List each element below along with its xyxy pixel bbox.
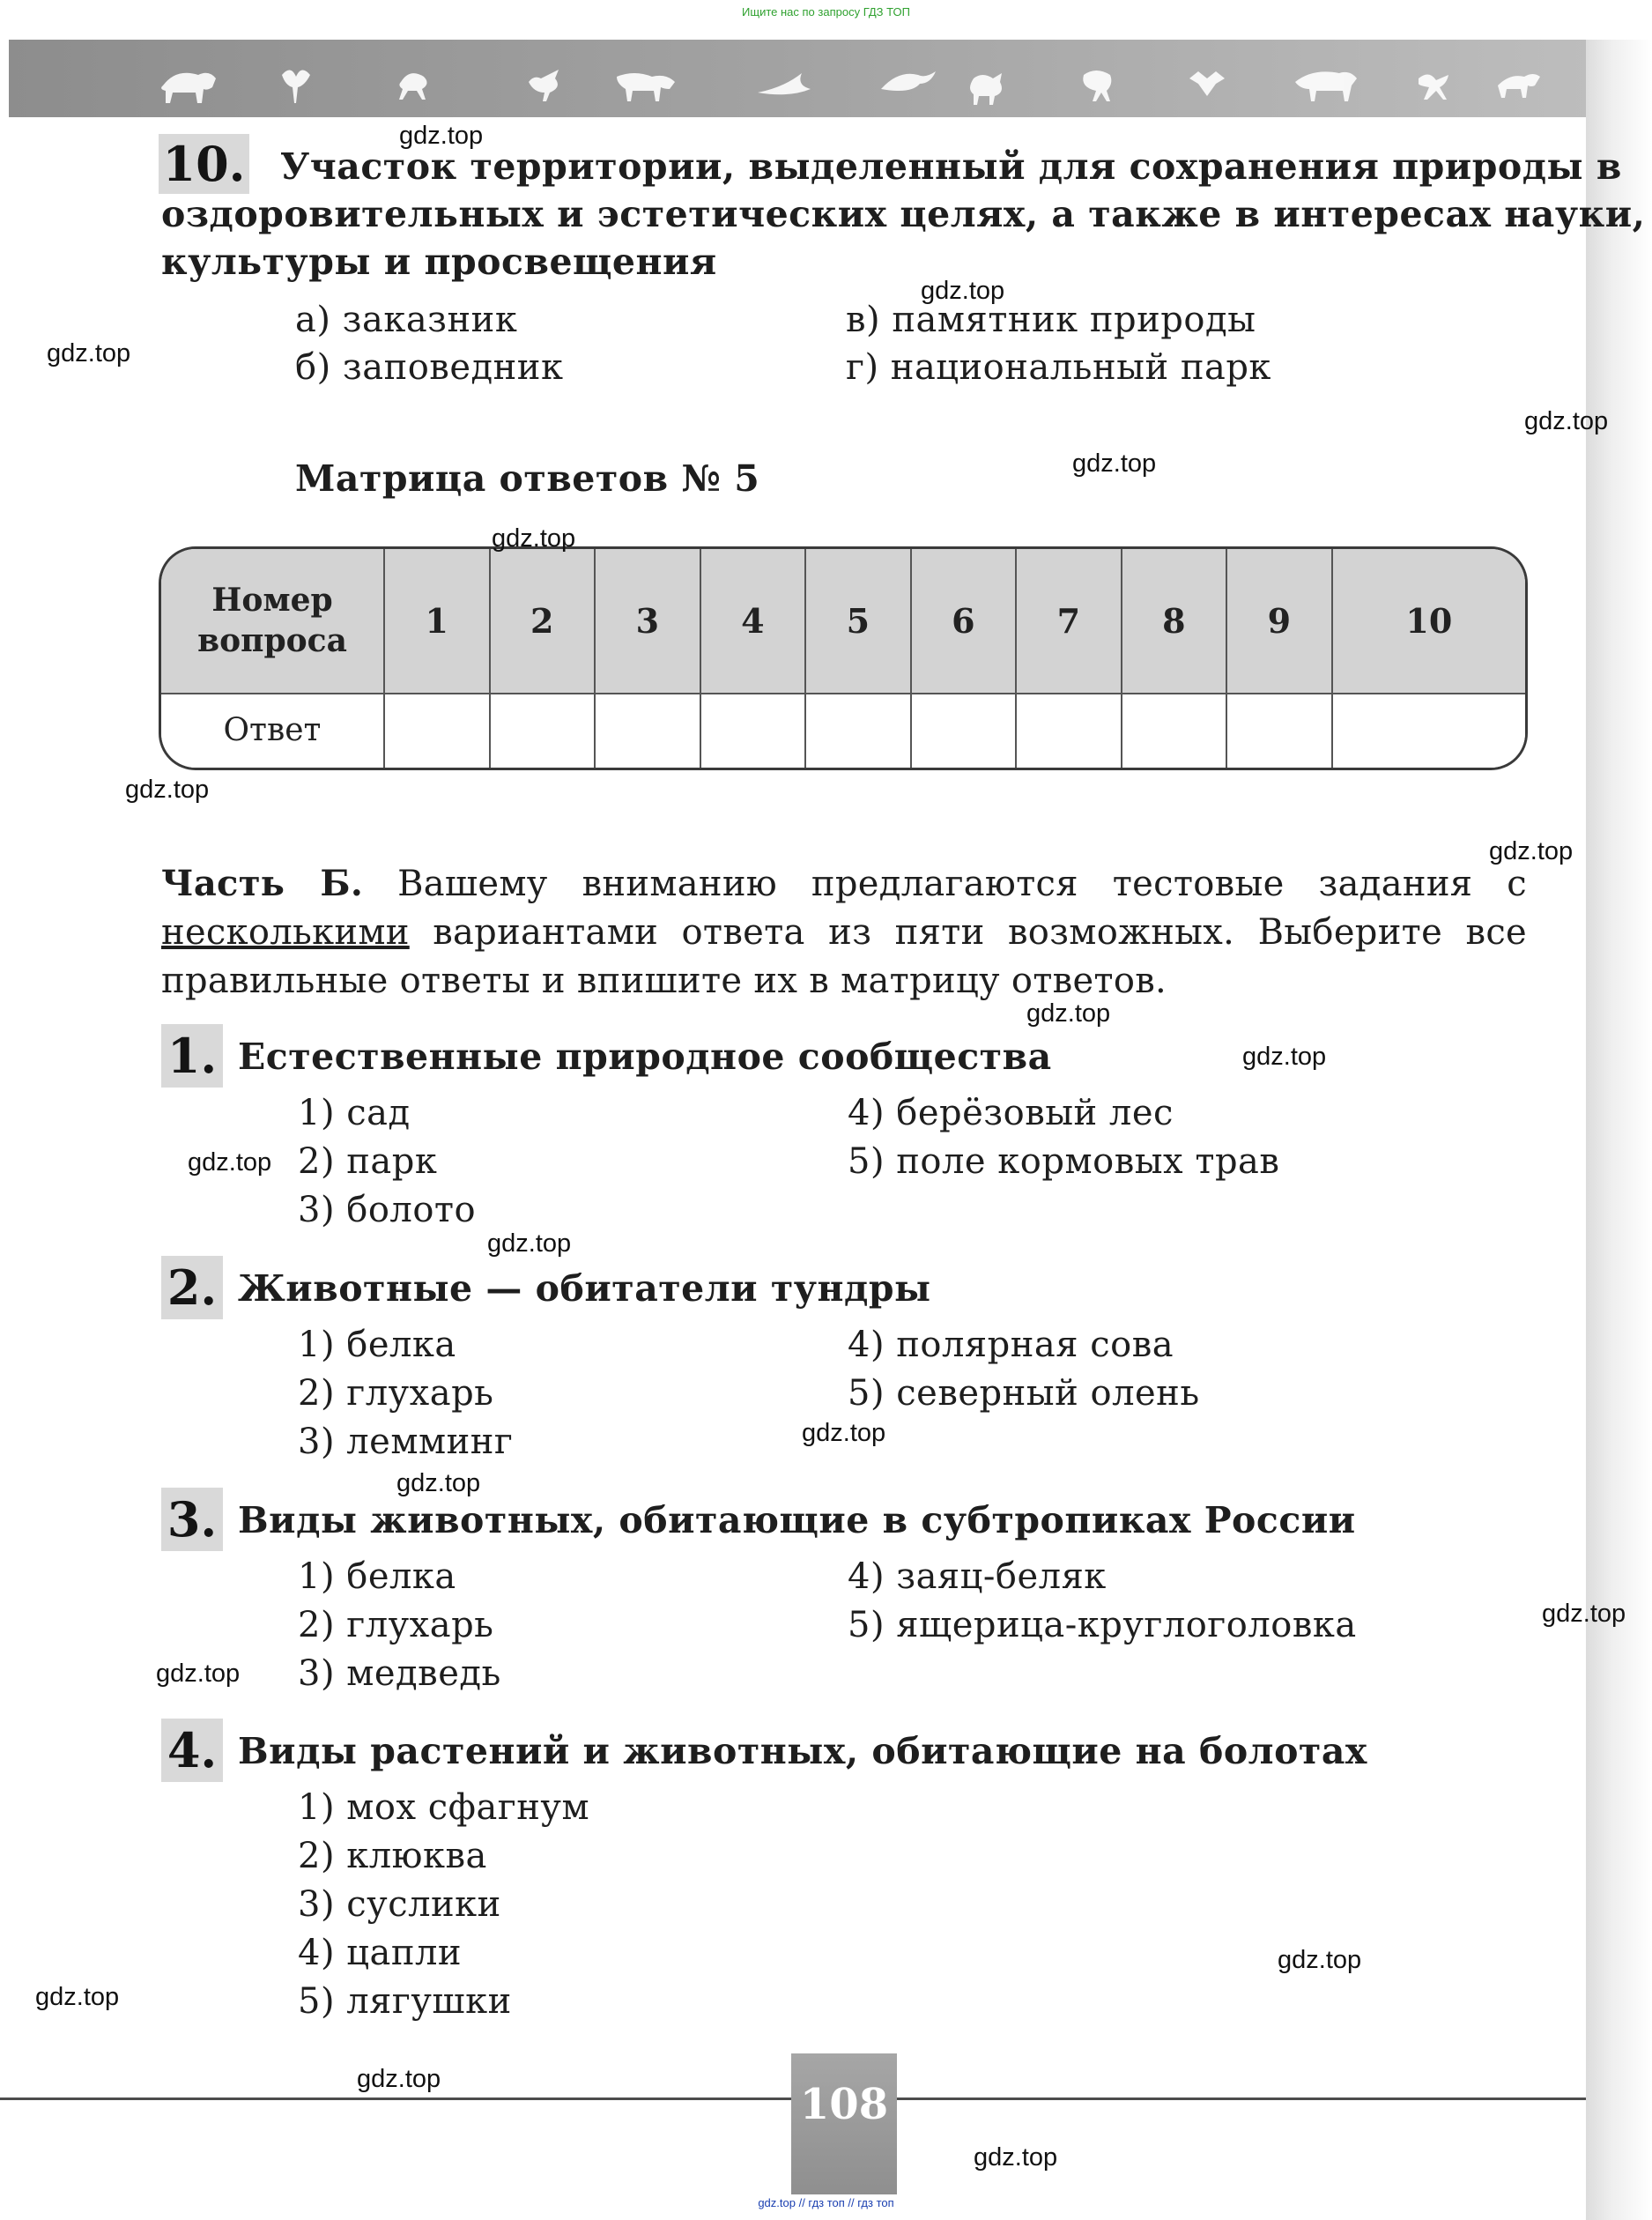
top-note: Ищите нас по запросу ГДЗ ТОП	[742, 5, 910, 19]
question-10-line-2: оздоровительных и эстетических целях, а также в интересах науки,	[161, 193, 1646, 235]
matrix-col-10: 10	[1332, 549, 1525, 694]
question-3-option-4: 4) заяц-беляк	[848, 1556, 1107, 1597]
part-b-text-b: вариантами ответа из пяти возможных. Выберите все правильные ответы и впишите их в матрицу ответов.	[161, 912, 1527, 1001]
watermark: gdz.top	[1542, 1600, 1626, 1628]
part-b-underlined: несколькими	[161, 912, 410, 953]
bottom-note: gdz.top // гдз топ // гдз топ	[758, 2196, 894, 2209]
matrix-title: Матрица ответов № 5	[295, 457, 760, 500]
matrix-col-7: 7	[1016, 549, 1122, 694]
answer-cell-1[interactable]	[384, 694, 490, 768]
watermark: gdz.top	[125, 776, 210, 804]
watermark: gdz.top	[1242, 1043, 1327, 1071]
question-4-option-5: 5) лягушки	[298, 1981, 512, 2022]
question-2-option-4: 4) полярная сова	[848, 1325, 1174, 1365]
question-3-option-2: 2) глухарь	[298, 1605, 494, 1645]
answer-cell-9[interactable]	[1226, 694, 1332, 768]
matrix-answer-label: Ответ	[161, 694, 384, 768]
answer-cell-6[interactable]	[911, 694, 1017, 768]
answer-cell-2[interactable]	[490, 694, 596, 768]
matrix-col-1: 1	[384, 549, 490, 694]
answer-cell-3[interactable]	[595, 694, 700, 768]
question-2-title: Животные — обитатели тундры	[238, 1267, 931, 1310]
matrix-col-2: 2	[490, 549, 596, 694]
question-3-number: 3.	[161, 1488, 223, 1551]
question-10-option-d: г) национальный парк	[846, 347, 1271, 388]
question-1-option-1: 1) сад	[298, 1093, 411, 1133]
watermark: gdz.top	[156, 1659, 241, 1688]
answer-matrix	[159, 546, 1528, 770]
question-2-option-3: 3) лемминг	[298, 1422, 514, 1462]
watermark: gdz.top	[357, 2065, 441, 2093]
matrix-question-number-label	[161, 549, 384, 694]
watermark: gdz.top	[399, 122, 484, 150]
watermark: gdz.top	[1489, 837, 1574, 865]
matrix-col-9: 9	[1226, 549, 1332, 694]
watermark: gdz.top	[35, 1983, 120, 2011]
question-2-option-1: 1) белка	[298, 1325, 456, 1365]
question-2-number: 2.	[161, 1256, 223, 1319]
question-10-option-a: а) заказник	[295, 300, 518, 340]
question-4-option-1: 1) мох сфагнум	[298, 1787, 590, 1828]
question-3-option-5: 5) ящерица-круглоголовка	[848, 1605, 1357, 1645]
question-10-option-b: б) заповедник	[295, 347, 564, 388]
matrix-col-4: 4	[700, 549, 806, 694]
answer-cell-4[interactable]	[700, 694, 806, 768]
question-4-option-4: 4) цапли	[298, 1933, 463, 1973]
matrix-col-3: 3	[595, 549, 700, 694]
page-number: 108	[791, 2053, 897, 2194]
watermark: gdz.top	[396, 1469, 481, 1497]
answer-cell-5[interactable]	[805, 694, 911, 768]
question-1-number: 1.	[161, 1024, 223, 1088]
matrix-label-line-2: вопроса	[197, 622, 347, 660]
answer-cell-7[interactable]	[1016, 694, 1122, 768]
matrix-col-6: 6	[911, 549, 1017, 694]
watermark: gdz.top	[1278, 1946, 1362, 1974]
question-4-title: Виды растений и животных, обитающие на болотах	[238, 1730, 1367, 1772]
question-1-option-3: 3) болото	[298, 1190, 477, 1230]
matrix-header-row	[161, 549, 1525, 694]
watermark: gdz.top	[1026, 999, 1111, 1028]
watermark: gdz.top	[1524, 407, 1609, 435]
matrix-answer-row	[161, 694, 1525, 768]
question-4-option-2: 2) клюква	[298, 1836, 487, 1876]
part-b-label: Часть Б.	[161, 863, 364, 904]
question-1-title: Естественные природное сообщества	[238, 1036, 1052, 1078]
matrix-col-8: 8	[1122, 549, 1227, 694]
question-1-option-4: 4) берёзовый лес	[848, 1093, 1174, 1133]
watermark: gdz.top	[492, 524, 576, 553]
question-3-option-3: 3) медведь	[298, 1653, 501, 1694]
watermark: gdz.top	[974, 2143, 1058, 2172]
question-3-option-1: 1) белка	[298, 1556, 456, 1597]
part-b-text-a: Вашему вниманию предлагаются тестовые задания с	[363, 864, 1527, 904]
question-10-line-1: Участок территории, выделенный для сохранения природы в	[280, 145, 1622, 188]
page-edge-shadow	[1586, 40, 1652, 2220]
part-b-instructions	[161, 859, 1527, 1006]
question-10-option-c: в) памятник природы	[846, 300, 1256, 340]
question-10-line-3: культуры и просвещения	[161, 241, 717, 283]
question-3-title: Виды животных, обитающие в субтропиках России	[238, 1499, 1356, 1541]
animal-silhouettes-icon	[9, 40, 1590, 117]
matrix-label-line-1: Номер	[211, 582, 333, 620]
watermark: gdz.top	[487, 1229, 572, 1258]
question-10-number: 10.	[159, 134, 249, 194]
answer-matrix-table	[161, 549, 1525, 768]
answer-cell-10[interactable]	[1332, 694, 1525, 768]
question-1-option-2: 2) парк	[298, 1141, 438, 1182]
question-4-number: 4.	[161, 1719, 223, 1782]
question-1-option-5: 5) поле кормовых трав	[848, 1141, 1280, 1182]
matrix-col-5: 5	[805, 549, 911, 694]
question-2-option-2: 2) глухарь	[298, 1373, 494, 1414]
watermark: gdz.top	[1072, 449, 1157, 478]
watermark: gdz.top	[921, 277, 1005, 305]
question-2-option-5: 5) северный олень	[848, 1373, 1200, 1414]
question-4-option-3: 3) суслики	[298, 1884, 501, 1925]
watermark: gdz.top	[188, 1148, 272, 1177]
watermark: gdz.top	[802, 1419, 886, 1447]
animal-banner	[9, 40, 1590, 117]
answer-cell-8[interactable]	[1122, 694, 1227, 768]
watermark: gdz.top	[47, 339, 131, 368]
